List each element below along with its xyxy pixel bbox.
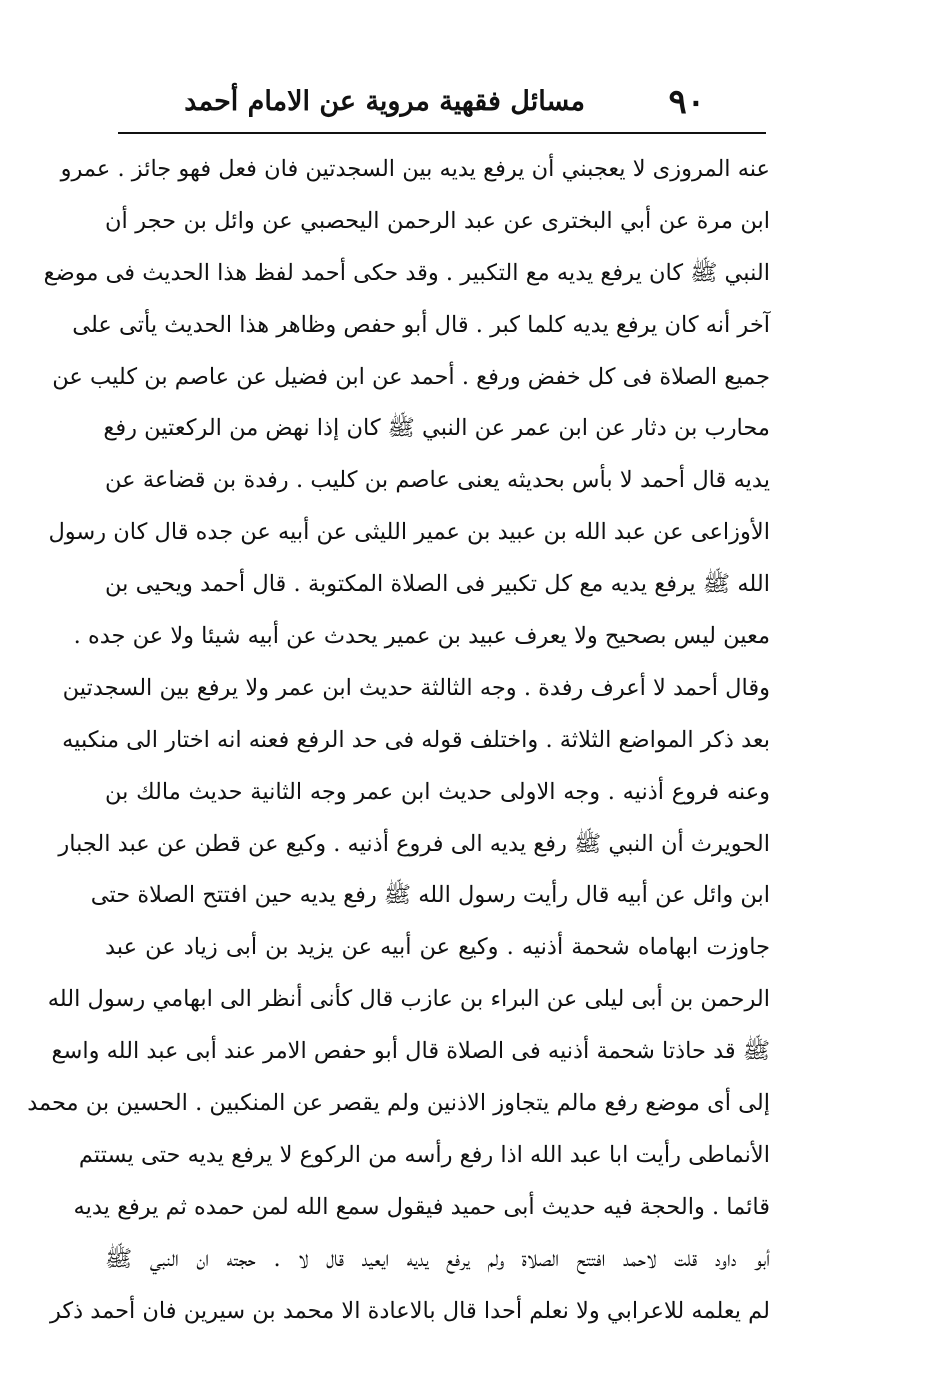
text-line: قائما . والحجة فيه حديث أبى حميد فيقول سمع الله لمن حمده ثم يرفع يديه [73, 1193, 770, 1220]
text-line: الله ﷺ يرفع يديه مع كل تكبير فى الصلاة المكتوبة . قال أحمد ويحيى بن [105, 571, 770, 598]
text-line: يديه قال أحمد لا بأس بحديثه يعنى عاصم بن كليب . رفدة بن قضاعة عن [105, 467, 770, 494]
text-line: محارب بن دثار عن ابن عمر عن النبي ﷺ كان إذا نهض من الركعتين رفع [103, 415, 770, 442]
body-text [27, 144, 770, 1337]
text-line: لم يعلمه للاعرابي ولا نعلم أحدا قال بالاعادة الا محمد بن سيرين فان أحمد ذكر [49, 1297, 770, 1324]
text-line: وقال أحمد لا أعرف رفدة . وجه الثالثة حديث ابن عمر ولا يرفع بين السجدتين [62, 674, 770, 701]
text-line: أبو داود قلت لاحمد افتتح الصلاة ولم يرفع يديه ايعيد قال لا . حجته ان النبي ﷺ [105, 1245, 770, 1272]
text-line: ابن وائل عن أبيه قال رأيت رسول الله ﷺ رفع يديه حين افتتح الصلاة حتى [90, 882, 770, 909]
text-line: ﷺ قد حاذتا شحمة أذنيه فى الصلاة قال أبو حفص الامر عند أبى عبد الله واسع [51, 1038, 770, 1065]
text-line: جاوزت ابهاماه شحمة أذنيه . وكيع عن أبيه عن يزيد بن أبى زياد عن عبد [105, 934, 770, 961]
text-line: بعد ذكر المواضع الثلاثة . واختلف قوله فى حد الرفع فعنه انه اختار الى منكبيه [62, 726, 770, 753]
running-title: مسائل فقهية مروية عن الامام أحمد [184, 86, 585, 117]
text-line: إلى أى موضع رفع مالم يتجاوز الاذنين ولم يقصر عن المنكبين . الحسين بن محمد [27, 1090, 770, 1117]
text-line: ابن مرة عن أبي البخترى عن عبد الرحمن اليحصبي عن وائل بن حجر أن [105, 207, 770, 234]
header-divider [118, 132, 766, 134]
text-line: الرحمن بن أبى ليلى عن البراء بن عازب قال كأنى أنظر الى ابهامي رسول الله [47, 986, 770, 1013]
text-line: معين ليس بصحيح ولا يعرف عبيد بن عمير يحدث عن أبيه شيئا ولا عن جده . [73, 623, 770, 650]
text-line: الحويرث أن النبي ﷺ رفع يديه الى فروع أذنيه . وكيع عن قطن عن عبد الجبار [58, 830, 770, 857]
text-line: عنه المروزى لا يعجبني أن يرفع يديه بين السجدتين فان فعل فهو جائز . عمرو [60, 156, 770, 182]
page-header [115, 80, 765, 128]
text-line: الأنماطى رأيت ابا عبد الله اذا رفع رأسه من الركوع لا يرفع يديه حتى يستتم [78, 1141, 770, 1168]
text-line: النبي ﷺ كان يرفع يديه مع التكبير . وقد حكى أحمد لفظ هذا الحديث فى موضع [43, 259, 770, 286]
text-line: وعنه فروع أذنيه . وجه الاولى حديث ابن عمر وجه الثانية حديث مالك بن [105, 778, 770, 805]
page-number: ٩٠ [668, 82, 705, 122]
text-line: آخر أنه كان يرفع يديه كلما كبر . قال أبو حفص وظاهر هذا الحديث يأتى على [72, 311, 770, 338]
text-line: جميع الصلاة فى كل خفض ورفع . أحمد عن ابن فضيل عن عاصم بن كليب عن [52, 363, 770, 390]
text-line: الأوزاعى عن عبد الله بن عبيد بن عمير الليثى عن أبيه عن جده قال كان رسول [48, 519, 770, 546]
